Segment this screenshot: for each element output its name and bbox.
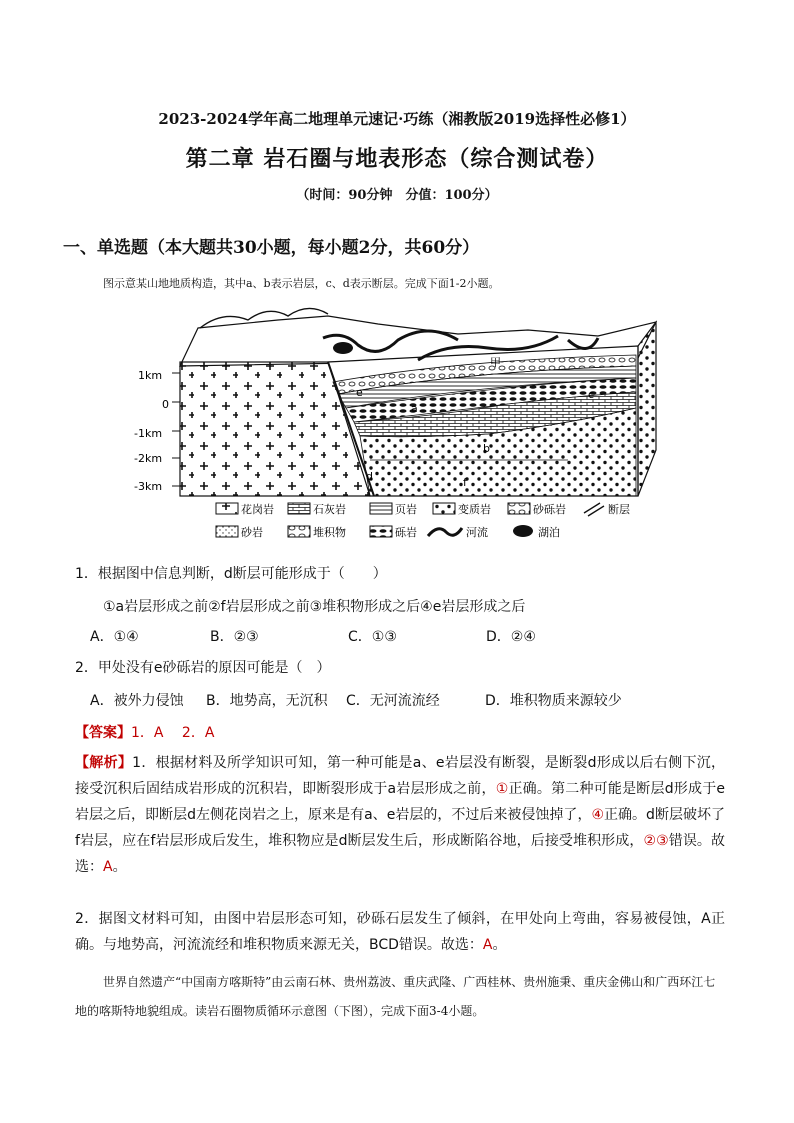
depth-label-minus3km: -3km — [134, 480, 163, 493]
question-intro: 图示意某山地地质构造，其中a、b表示岩层，c、d表示断层。完成下面1-2小题。 — [103, 277, 500, 290]
q2-stem: 2．甲处没有e砂砾岩的原因可能是（ ） — [75, 660, 331, 676]
legend-swatch-sandy-conglomerate — [508, 503, 530, 514]
analysis-p1-b: 正确。第二种可能是断层d形成于e岩层之后，即断层d左侧花岗岩之上，原来是有a、e岩层的，不过后来被侵蚀掉了， — [75, 781, 726, 823]
depth-label-minus2km: -2km — [134, 452, 163, 465]
legend-river: 河流 — [466, 526, 488, 539]
legend-lake: 湖泊 — [538, 526, 560, 539]
figure-legend — [216, 502, 630, 539]
lake-shape — [333, 342, 353, 354]
legend-swatch-metamorphic — [433, 503, 455, 514]
depth-label-0: 0 — [162, 398, 169, 411]
analysis-p2-a: 2．据图文材料可知，由图中岩层形态可知，砂砾石层发生了倾斜，在甲处向上弯曲，容易被侵蚀，A正确。与地势高，河流流经和堆积物质来源无关，BCD错误。故选： — [75, 911, 725, 953]
q1-option-b[interactable]: B．②③ — [210, 629, 259, 645]
answer-tag: 【答案】 — [75, 725, 131, 741]
analysis-paragraph-1 — [75, 750, 725, 880]
legend-sandstone: 砂岩 — [241, 526, 263, 539]
label-d: d — [366, 470, 373, 483]
label-a: a — [411, 402, 418, 415]
legend-limestone: 石灰岩 — [313, 503, 346, 516]
analysis-tag: 【解析】 — [75, 755, 133, 771]
label-e: e — [356, 386, 363, 399]
label-c: c — [588, 388, 595, 401]
analysis-paragraph-2 — [75, 906, 725, 958]
chapter-title: 第二章 岩石圈与地表形态（综合测试卷） — [185, 146, 609, 172]
depth-label-minus1km: -1km — [134, 427, 163, 440]
depth-axis — [134, 369, 180, 493]
legend-swatch-conglomerate — [370, 526, 392, 537]
label-b: b — [483, 442, 490, 455]
answer-text: 1．A 2．A — [131, 725, 215, 741]
q2-option-d[interactable]: D．堆积物质来源较少 — [485, 693, 622, 709]
analysis-p1-d: 错误。故选： — [75, 833, 725, 875]
exam-meta: （时间：90分钟 分值：100分） — [296, 188, 498, 203]
block-diagram — [180, 308, 656, 496]
legend-conglomerate: 砾岩 — [395, 526, 417, 539]
section-heading: 一、单选题（本大题共30小题，每小题2分，共60分） — [63, 238, 480, 258]
analysis-mark-1: ① — [495, 781, 509, 797]
q1-stem: 1．根据图中信息判断，d断层可能形成于（ ） — [75, 566, 387, 582]
analysis-p2-end: 。 — [492, 937, 507, 953]
legend-sandy-conglomerate: 砂砾岩 — [533, 503, 566, 516]
q1-option-a[interactable]: A．①④ — [90, 629, 139, 645]
legend-swatch-shale — [370, 503, 392, 514]
legend-deposits: 堆积物 — [313, 526, 346, 539]
legend-swatch-fault — [584, 503, 604, 516]
legend-swatch-sandstone — [216, 526, 238, 537]
q1-choices: ①a岩层形成之前②f岩层形成之前③堆积物形成之后④e岩层形成之后 — [103, 599, 526, 615]
label-f: f — [463, 476, 467, 489]
q1-option-d[interactable]: D．②④ — [486, 629, 536, 645]
answer-line — [75, 722, 214, 742]
q2-option-a[interactable]: A．被外力侵蚀 — [90, 693, 184, 709]
passage-karst: 世界自然遗产“中国南方喀斯特”由云南石林、贵州荔波、重庆武隆、广西桂林、贵州施秉、重庆金佛山和广西环江七地的喀斯特地貌组成。读岩石圈物质循环示意图（下图），完成下面3-4小题。 — [75, 975, 716, 1018]
legend-shale: 页岩 — [395, 503, 417, 516]
label-jia: 甲 — [490, 356, 501, 369]
legend-metamorphic: 变质岩 — [458, 503, 491, 516]
legend-swatch-granite — [216, 503, 238, 514]
analysis-p1-end: 。 — [112, 859, 127, 875]
analysis-p2-answer: A — [482, 937, 493, 953]
series-title: 2023-2024学年高二地理单元速记·巧练（湘教版2019选择性必修1） — [158, 110, 636, 128]
q2-option-c[interactable]: C．无河流流经 — [346, 693, 440, 709]
legend-swatch-limestone — [288, 503, 310, 514]
legend-swatch-deposits — [288, 526, 310, 537]
q2-option-b[interactable]: B．地势高，无沉积 — [206, 693, 328, 709]
legend-fault: 断层 — [608, 503, 630, 516]
q1-option-c[interactable]: C．①③ — [348, 629, 397, 645]
legend-granite: 花岗岩 — [241, 503, 274, 516]
legend-swatch-river — [428, 528, 462, 536]
depth-label-1km: 1km — [138, 369, 163, 382]
analysis-p1-a: 1．根据材料及所学知识可知，第一种可能是a、e岩层没有断裂，是断裂d形成以后右侧下沉，接受沉积后固结成岩形成的沉积岩，即断裂形成于a岩层形成之前， — [75, 755, 726, 797]
analysis-p1-answer: A — [103, 859, 113, 875]
analysis-mark-23: ②③ — [643, 833, 669, 849]
analysis-p1-c: 正确。d断层破坏了f岩层，应在f岩层形成后发生，堆积物应是d断层发生后，形成断陷谷地，后接受堆积形成， — [75, 807, 725, 849]
geology-figure — [128, 300, 668, 548]
legend-swatch-lake — [513, 525, 533, 537]
analysis-mark-4: ④ — [591, 807, 605, 823]
